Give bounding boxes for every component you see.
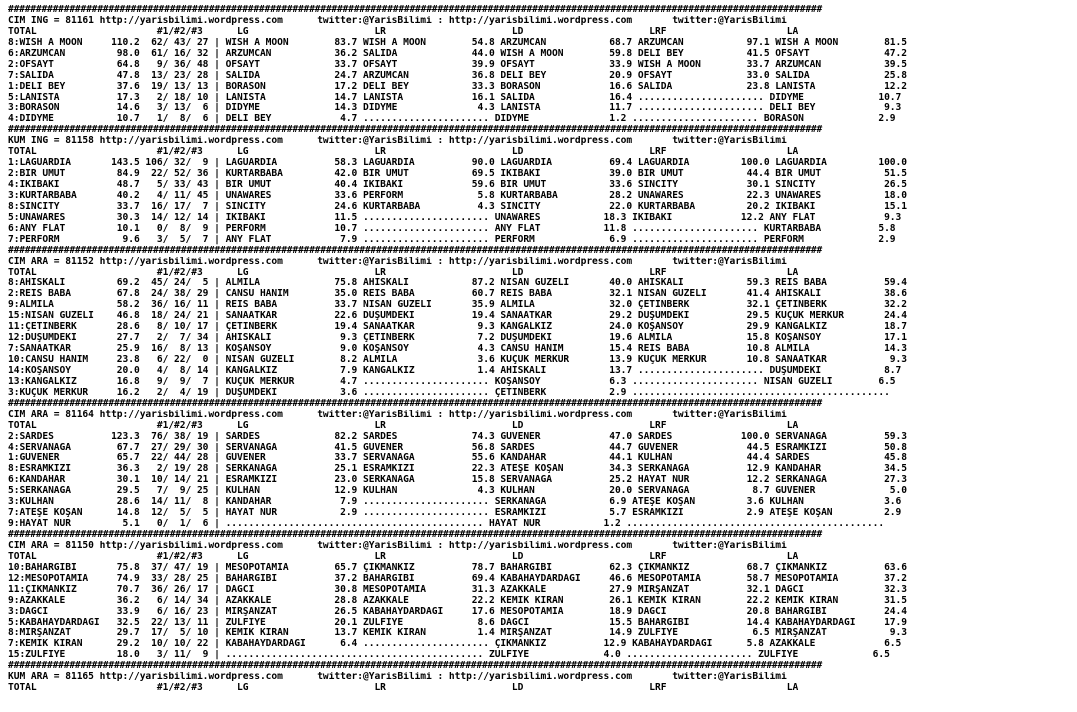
- horse-row-line: 13:KANGALKIZ 16.8 9/ 9/ 7 | KÜÇÜK MERKÜR 4.7 ...................... KOŞANSOY 6.3 ...................... NİSAN GÜZELİ 6.5: [8, 376, 896, 387]
- horse-row-line: 7:SANAATKAR 25.9 16/ 8/ 13 | KOŞANSOY 9.0 KOŞANSOY 4.3 CANSU HANIM 15.4 REİS BABA 10.8 ALMİLA 14.3: [8, 344, 907, 355]
- horse-row-line: 10:CANSU HANIM 23.8 6/ 22/ 0 | NİSAN GÜZELİ 8.2 ALMİLA 3.6 KÜÇÜK MERKÜR 13.9 KÜÇÜK MERKÜR 10.8 SANAATKAR 9.3: [8, 355, 907, 365]
- horse-row-line: 6:KANDAHAR 30.1 10/ 14/ 21 | ESRAMKIZI 23.0 SERKANAĞA 15.8 SERVANAĞA 25.2 HAYAT NUR 12.2 SERKANAĞA 27.3: [8, 475, 907, 486]
- horse-row-line: 9:ALMİLA 58.2 36/ 16/ 11 | REİS BABA 33.7 NİSAN GÜZELİ 35.9 ALMİLA 32.0 ÇETİNBERK 32.1 ÇETİNBERK 32.2: [8, 300, 907, 311]
- horse-row-line: 7:PERFORM 9.6 3/ 5/ 7 | ANY FLAT 7.9 ...................... PERFORM 6.9 ...................... PERFORM 2.9: [8, 234, 896, 245]
- separator-line: ##################################################################################################################################################: [8, 5, 823, 15]
- race-header-line: KUM ING = 81158 http://yarisbilimi.wordpress.com twitter:@YarisBilimi : http://yarisbilimi.wordpress.com twitter:@YarisBilimi: [8, 136, 787, 147]
- horse-row-line: 3:DAĞCI 33.9 6/ 16/ 23 | MİRŞANZAT 26.5 KABAHAYDARDAĞI 17.6 MESOPOTAMİA 18.9 DAĞCI 20.8 BAHARGİBİ 24.4: [8, 606, 907, 617]
- horse-row-line: 15:ZÜLFİYE 18.0 3/ 11/ 9 | ............................................. ZÜLFİYE 4.0 ...................... ZÜLFİYE 6.5: [8, 650, 890, 661]
- horse-row-line: 9:AZAKKALE 36.2 6/ 14/ 34 | AZAKKALE 28.8 AZAKKALE 22.2 KEMİK KIRAN 26.1 KEMİK KIRAN 22.2 KEMİK KIRAN 31.5: [8, 595, 907, 606]
- report-text-sheet: [8, 5, 907, 694]
- horse-row-line: 3:KURTARBABA 40.2 4/ 11/ 45 | UNAWARES 33.6 PERFORM 5.8 KURTARBABA 28.2 UNAWARES 22.3 UNAWARES 18.0: [8, 190, 907, 201]
- column-header-line: TOTAL #1/#2/#3 LG LR LD LRF LA: [8, 26, 799, 37]
- horse-row-line: 5:SERKANAĞA 29.5 7/ 9/ 25 | KÜLHAN 12.9 KÜLHAN 4.3 KÜLHAN 20.0 SERVANAĞA 8.7 GÜVENER 5.0: [8, 486, 907, 497]
- horse-row-line: 15:NİSAN GÜZELİ 46.8 18/ 24/ 21 | SANAATKAR 22.6 DÜŞÜMDEKİ 19.4 SANAATKAR 29.2 DÜŞÜMDEKİ 29.5 KÜÇÜK MERKÜR 24.4: [8, 311, 907, 322]
- race-header-line: CIM ARA = 81164 http://yarisbilimi.wordpress.com twitter:@YarisBilimi : http://yarisbilimi.wordpress.com twitter:@YarisBilimi: [8, 409, 787, 420]
- horse-row-line: 1:LAGUARDIA 143.5 106/ 32/ 9 | LAGUARDIA 58.3 LAGUARDIA 90.0 LAGUARDIA 69.4 LAGUARDIA 100.0 LAGUARDIA 100.0: [8, 158, 907, 169]
- horse-row-line: 2:SARDES 123.3 76/ 38/ 19 | SARDES 82.2 SARDES 74.3 GÜVENER 47.0 SARDES 100.0 SERVANAĞA 59.3: [8, 431, 907, 442]
- horse-row-line: 3:KÜLHAN 28.6 14/ 11/ 8 | KANDAHAR 7.9 ...................... SERKANAĞA 6.9 ATEŞE KOŞAN 3.6 KÜLHAN 3.6: [8, 497, 902, 508]
- race-header-line: CIM ING = 81161 http://yarisbilimi.wordpress.com twitter:@YarisBilimi : http://yarisbilimi.wordpress.com twitter:@YarisBilimi: [8, 15, 787, 26]
- horse-row-line: 10:BAHARGİBİ 75.8 37/ 47/ 19 | MESOPOTAMİA 65.7 ÇIKMANKIZ 78.7 BAHARGİBİ 62.3 ÇIKMANKIZ 68.7 ÇIKMANKIZ 63.6: [8, 562, 907, 573]
- horse-row-line: 8:SINCITY 33.7 16/ 17/ 7 | SINCITY 24.6 KURTARBABA 4.3 SINCITY 22.0 KURTARBABA 20.2 İKİBAKI 15.1: [8, 201, 907, 212]
- separator-line: ##################################################################################################################################################: [8, 398, 823, 409]
- horse-row-line: 6:ARZUMCAN 98.0 61/ 16/ 32 | ARZUMCAN 36.2 SALİDA 44.0 WISH A MOON 59.8 DELİ BEY 41.5 OFSAYT 47.2: [8, 48, 907, 59]
- horse-row-line: 3:BORASON 14.6 3/ 13/ 6 | DIDYME 14.3 DIDYME 4.3 LANISTA 11.7 ...................... DELİ BEY 9.3: [8, 103, 902, 114]
- separator-line: ##################################################################################################################################################: [8, 125, 823, 136]
- column-header-line: TOTAL #1/#2/#3 LG LR LD LRF LA: [8, 683, 799, 694]
- column-header-line: TOTAL #1/#2/#3 LG LR LD LRF LA: [8, 420, 799, 431]
- separator-line: ##################################################################################################################################################: [8, 661, 823, 672]
- horse-row-line: 14:KOŞANSOY 20.0 4/ 8/ 14 | KANGALKIZ 7.9 KANGALKIZ 1.4 AHISKALI 13.7 ...................... DÜŞÜMDEKİ 8.7: [8, 365, 902, 376]
- horse-row-line: 8:AHISKALI 69.2 45/ 24/ 5 | ALMİLA 75.8 AHISKALI 87.2 NİSAN GÜZELİ 40.0 AHISKALI 59.3 REİS BABA 59.4: [8, 278, 907, 289]
- horse-row-line: 8:WISH A MOON 110.2 62/ 43/ 27 | WISH A MOON 83.7 WISH A MOON 54.8 ARZUMCAN 68.7 ARZUMCAN 97.1 WISH A MOON 81.5: [8, 37, 907, 48]
- horse-row-line: 3:KÜÇÜK MERKÜR 16.2 2/ 4/ 19 | DÜŞÜMDEKİ 3.6 ...................... ÇETİNBERK 2.9 .............................................: [8, 387, 890, 398]
- horse-row-line: 5:LANISTA 17.3 2/ 18/ 10 | LANISTA 14.7 LANISTA 16.1 SALİDA 16.4 ...................... DIDYME 10.7: [8, 92, 902, 103]
- column-header-line: TOTAL #1/#2/#3 LG LR LD LRF LA: [8, 147, 799, 158]
- horse-row-line: 6:ANY FLAT 10.1 0/ 8/ 9 | PERFORM 10.7 ...................... ANY FLAT 11.8 ...................... KURTARBABA 5.8: [8, 223, 896, 234]
- column-header-line: TOTAL #1/#2/#3 LG LR LD LRF LA: [8, 551, 799, 562]
- horse-row-line: 7:ATEŞE KOŞAN 14.8 12/ 5/ 5 | HAYAT NUR 2.9 ...................... ESRAMKIZI 5.7 ESRAMKIZI 2.9 ATEŞE KOŞAN 2.9: [8, 508, 902, 519]
- horse-row-line: 4:SERVANAĞA 67.7 27/ 29/ 30 | SERVANAĞA 41.5 GÜVENER 56.8 SARDES 44.7 GÜVENER 44.5 ESRAMKIZI 50.8: [8, 442, 907, 453]
- horse-row-line: 2:OFSAYT 64.8 9/ 36/ 48 | OFSAYT 33.7 OFSAYT 39.9 OFSAYT 33.9 WISH A MOON 33.7 ARZUMCAN 39.5: [8, 59, 907, 70]
- horse-row-line: 4:DIDYME 10.7 1/ 8/ 6 | DELİ BEY 4.7 ...................... DIDYME 1.2 ...................... BORASON 2.9: [8, 114, 896, 125]
- horse-row-line: 1:DELİ BEY 37.6 19/ 13/ 13 | BORASON 17.2 DELİ BEY 33.3 BORASON 16.6 SALİDA 23.8 LANISTA 12.2: [8, 81, 907, 92]
- horse-row-line: 11:ÇIKMANKIZ 70.7 36/ 26/ 17 | DAĞCI 30.8 MESOPOTAMİA 31.3 AZAKKALE 27.9 MİRŞANZAT 32.1 DAĞCI 32.3: [8, 584, 907, 595]
- race-header-line: KUM ARA = 81165 http://yarisbilimi.wordpress.com twitter:@YarisBilimi : http://yarisbilimi.wordpress.com twitter:@YarisBilimi: [8, 672, 787, 683]
- horse-row-line: 4:İKİBAKI 48.7 5/ 33/ 43 | BİR UMUT 40.4 İKİBAKI 59.6 BİR UMUT 33.6 SINCITY 30.1 SINCITY 26.5: [8, 180, 907, 190]
- horse-row-line: 12:DÜŞÜMDEKİ 27.7 2/ 7/ 34 | AHISKALI 9.3 ÇETİNBERK 7.2 DÜŞÜMDEKİ 19.6 ALMİLA 15.8 KOŞANSOY 17.1: [8, 333, 907, 344]
- horse-row-line: 2:REİS BABA 67.8 24/ 38/ 29 | CANSU HANIM 35.0 REİS BABA 60.7 REİS BABA 32.1 NİSAN GÜZELİ 41.4 AHISKALI 38.6: [8, 289, 907, 300]
- horse-row-line: 8:MİRŞANZAT 29.7 17/ 5/ 10 | KEMİK KIRAN 13.7 KEMİK KIRAN 1.4 MİRŞANZAT 14.9 ZÜLFİYE 6.5 MİRŞANZAT 9.3: [8, 628, 907, 639]
- horse-row-line: 9:HAYAT NUR 5.1 0/ 1/ 6 | ............................................. HAYAT NUR 1.2 .............................................: [8, 519, 885, 530]
- horse-row-line: 7:SALİDA 47.8 13/ 23/ 28 | SALİDA 24.7 ARZUMCAN 36.8 DELİ BEY 20.9 OFSAYT 33.0 SALİDA 25.8: [8, 70, 907, 81]
- horse-row-line: 8:ESRAMKIZI 36.3 2/ 19/ 28 | SERKANAĞA 25.1 ESRAMKIZI 22.3 ATEŞE KOŞAN 34.3 SERKANAĞA 12.9 KANDAHAR 34.5: [8, 464, 907, 475]
- horse-row-line: 11:ÇETİNBERK 28.6 8/ 10/ 17 | ÇETİNBERK 19.4 SANAATKAR 9.3 KANGALKIZ 24.0 KOŞANSOY 29.9 KANGALKIZ 18.7: [8, 322, 907, 333]
- horse-row-line: 2:BİR UMUT 84.9 22/ 52/ 36 | KURTARBABA 42.0 BİR UMUT 69.5 İKİBAKI 39.0 BİR UMUT 44.4 BİR UMUT 51.5: [8, 169, 907, 180]
- horse-row-line: 12:MESOPOTAMİA 74.9 33/ 28/ 25 | BAHARGİBİ 37.2 BAHARGİBİ 69.4 KABAHAYDARDAĞI 46.6 MESOPOTAMİA 58.7 MESOPOTAMİA 37.2: [8, 573, 907, 584]
- horse-row-line: 1:GÜVENER 65.7 22/ 44/ 28 | GÜVENER 33.7 SERVANAĞA 55.6 KANDAHAR 44.1 KÜLHAN 44.4 SARDES 45.8: [8, 453, 907, 464]
- horse-row-line: 7:KEMİK KIRAN 29.2 10/ 10/ 22 | KABAHAYDARDAĞI 6.4 ...................... ÇIKMANKIZ 12.9 KABAHAYDARDAĞI 5.8 AZAKKALE 6.5: [8, 639, 902, 650]
- separator-line: ##################################################################################################################################################: [8, 530, 823, 540]
- column-header-line: TOTAL #1/#2/#3 LG LR LD LRF LA: [8, 267, 799, 278]
- race-header-line: CIM ARA = 81152 http://yarisbilimi.wordpress.com twitter:@YarisBilimi : http://yarisbilimi.wordpress.com twitter:@YarisBilimi: [8, 256, 787, 267]
- race-header-line: CIM ARA = 81150 http://yarisbilimi.wordpress.com twitter:@YarisBilimi : http://yarisbilimi.wordpress.com twitter:@YarisBilimi: [8, 540, 787, 551]
- horse-row-line: 5:KABAHAYDARDAĞI 32.5 22/ 13/ 11 | ZÜLFİYE 20.1 ZÜLFİYE 8.6 DAĞCI 15.5 BAHARGİBİ 14.4 KABAHAYDARDAĞI 17.9: [8, 617, 907, 628]
- separator-line: ##################################################################################################################################################: [8, 245, 823, 256]
- horse-row-line: 5:UNAWARES 30.3 14/ 12/ 14 | İKİBAKI 11.5 ...................... UNAWARES 18.3 İKİBAKI 12.2 ANY FLAT 9.3: [8, 212, 902, 223]
